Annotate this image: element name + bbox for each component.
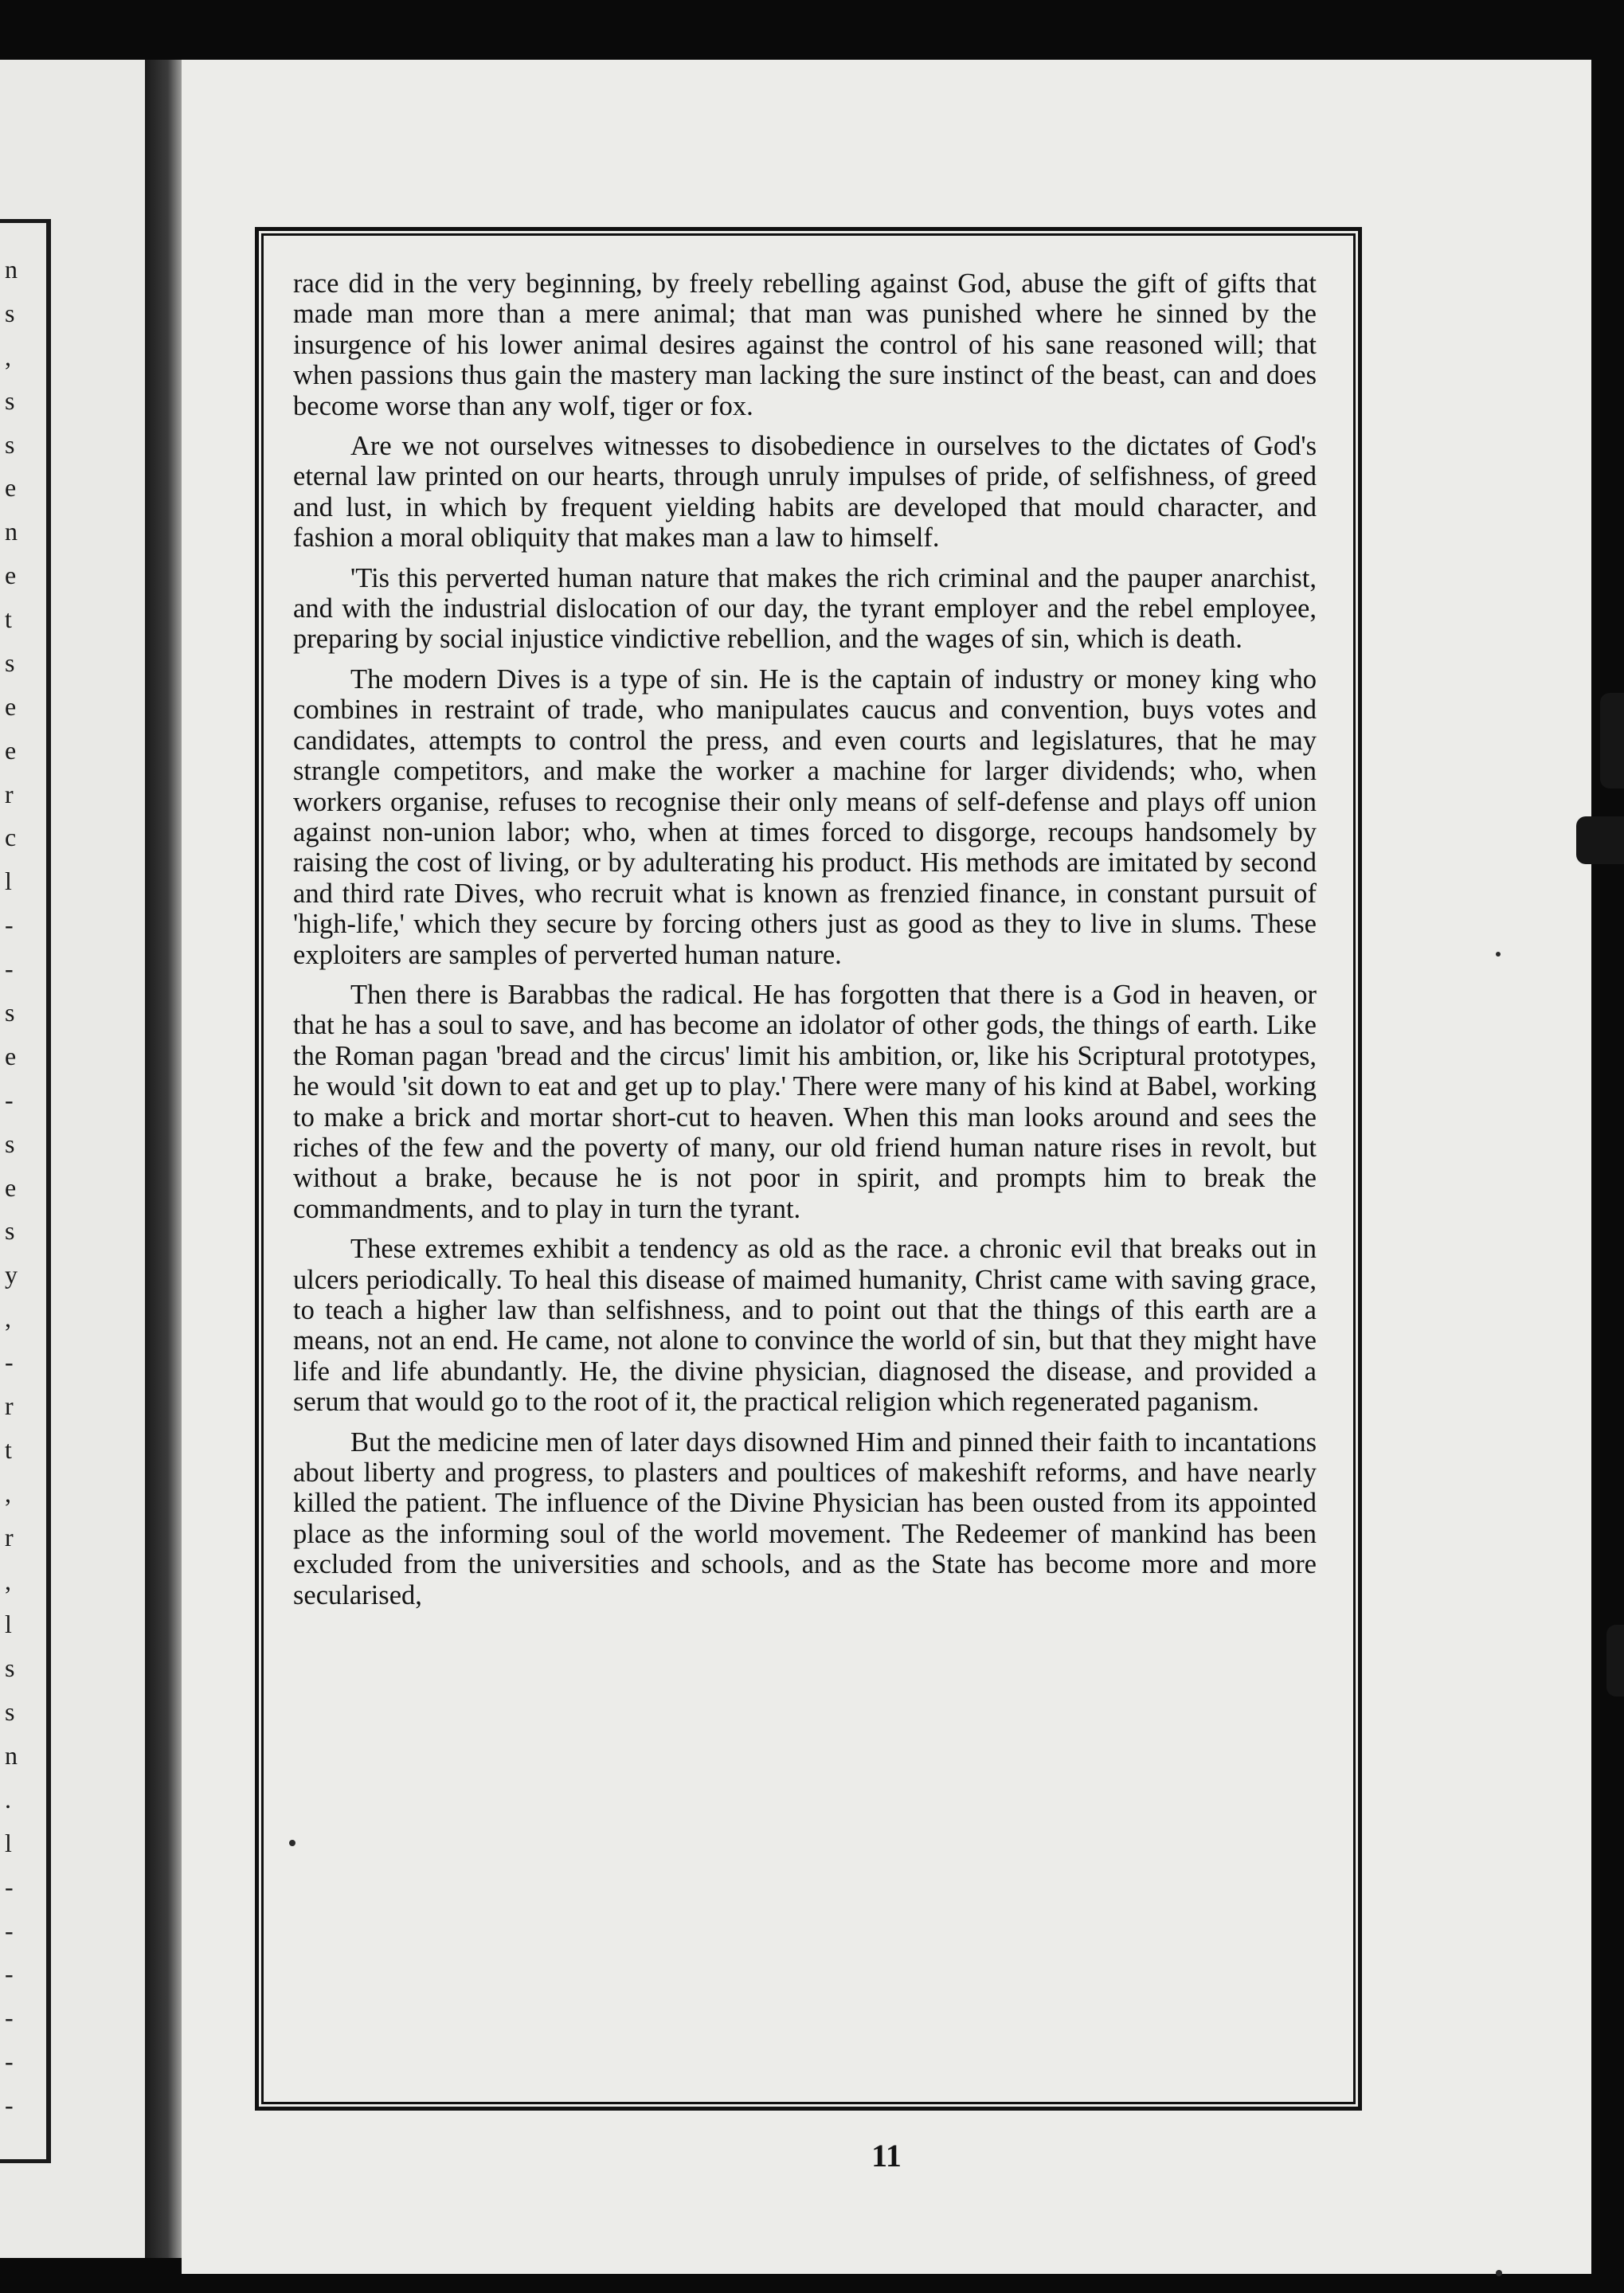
previous-page-letter: -: [5, 954, 14, 983]
previous-page-letter: s: [5, 648, 15, 677]
previous-page-letter: -: [5, 2003, 14, 2032]
previous-page-letter: s: [5, 299, 15, 327]
previous-page-letter: r: [5, 1523, 14, 1551]
previous-page-letter: -: [5, 1916, 14, 1945]
previous-page-letter: ,: [5, 1304, 11, 1332]
previous-page-rule: [0, 219, 51, 223]
previous-page-letter: n: [5, 1741, 18, 1770]
previous-page-letter: n: [5, 517, 18, 546]
scan-edge-smudge: [1576, 816, 1624, 864]
previous-page-letter: t: [5, 605, 12, 633]
previous-page-letter: e: [5, 1042, 17, 1070]
previous-page-edge: [0, 60, 145, 2258]
previous-page-letter: -: [5, 2047, 14, 2076]
previous-page-rule: [46, 219, 51, 2162]
previous-page-letter: l: [5, 867, 12, 895]
previous-page-letter: s: [5, 430, 15, 459]
previous-page-letter: s: [5, 1129, 15, 1158]
paragraph: race did in the very beginning, by freely rebelling against God, abuse the gift of gifts that made man more than a mere animal; that man was punished where he sinned by the insurgence of his lower animal desires against the control of his sane reasoned will; that when passions thus gain the mastery man lacking the sure instinct of the beast, can and does become worse than any wolf, tiger or fox.: [293, 268, 1317, 421]
previous-page-letter: l: [5, 1610, 12, 1638]
page: [182, 60, 1591, 2274]
previous-page-letter: l: [5, 1829, 12, 1857]
previous-page-letter: s: [5, 1697, 15, 1726]
previous-page-letter: -: [5, 1959, 14, 1988]
body-text: [293, 268, 1317, 1620]
previous-page-letter: e: [5, 561, 17, 589]
scan-edge-smudge: [1606, 1625, 1624, 1696]
scan-speck: [289, 1840, 295, 1846]
previous-page-letter: -: [5, 1348, 14, 1376]
book-gutter: [145, 60, 183, 2258]
previous-page-letter: n: [5, 255, 18, 284]
paragraph: The modern Dives is a type of sin. He is the captain of industry or money king who combines in restraint of trade, who manipulates caucus and convention, buys votes and candidates, attempts to control the press, and even courts and legislatures, that he may strangle competitors, and make the worker a machine for larger dividends; who, when workers organise, refuses to recognise their only means of self-defense and plays off union against non-union labor; who, when at times forced to disgorge, recoups handsomely by raising the cost of living, or by adulterating his product. His methods are imitated by second and third rate Dives, who recruit what is known as frenzied finance, in constant pursuit of 'high-life,' which they secure by forcing others just as good as they to live in slums. These exploiters are samples of perverted human nature.: [293, 663, 1317, 970]
previous-page-letter: c: [5, 823, 17, 851]
previous-page-letter: y: [5, 1260, 18, 1289]
previous-page-letter: ,: [5, 1479, 11, 1508]
previous-page-letter: r: [5, 1391, 14, 1420]
previous-page-letter: s: [5, 1216, 15, 1245]
previous-page-letter: e: [5, 1173, 17, 1202]
paragraph: Are we not ourselves witnesses to disobedience in ourselves to the dictates of God's eternal law printed on our hearts, through unruly impulses of pride, of selfishness, of greed and lust, in which by frequent yielding habits are developed that mould character, and fashion a moral obliquity that makes man a law to himself.: [293, 431, 1317, 554]
previous-page-margin-letters: [5, 255, 37, 2135]
scan-speck: [1496, 2270, 1502, 2276]
page-number: 11: [871, 2138, 902, 2174]
previous-page-letter: -: [5, 910, 14, 939]
paragraph: But the medicine men of later days disowned Him and pinned their faith to incantations about liberty and progress, to plasters and poultices of makeshift reforms, and have nearly killed the patient. The influence of the Divine Physician has been ousted from its appointed place as the informing soul of the world movement. The Redeemer of mankind has been excluded from the universities and schools, and as the State has become more and more secularised,: [293, 1426, 1317, 1610]
previous-page-letter: ,: [5, 342, 11, 371]
previous-page-letter: ,: [5, 1567, 11, 1595]
previous-page-letter: e: [5, 736, 17, 765]
scan-edge-smudge: [1600, 693, 1624, 788]
paragraph: These extremes exhibit a tendency as old as the race. a chronic evil that breaks out in ulcers periodically. To heal this disease of maimed humanity, Christ came with saving grace, to teach a higher law than selfishness, and to point out that the things of this earth are a means, not an end. He came, not alone to convince the world of sin, but that they might have life and life abundantly. He, the divine physician, diagnosed the disease, and provided a serum that would go to the root of it, the practical religion which regenerated paganism.: [293, 1234, 1317, 1418]
previous-page-letter: -: [5, 1872, 14, 1901]
previous-page-letter: -: [5, 2091, 14, 2119]
previous-page-letter: t: [5, 1435, 12, 1464]
paragraph: Then there is Barabbas the radical. He has forgotten that there is a God in heaven, or that he has a soul to save, and has become an idolator of other gods, the things of earth. Like the Roman pagan 'bread and the circus' limit his ambition, or, like his Scriptural prototypes, he would 'sit down to eat and get up to play.' There were many of his kind at Babel, working to make a brick and mortar short-cut to heaven. When this man looks around and sees the riches of the few and the poverty of many, our old friend human nature rises in revolt, but without a brake, because he is not poor in spirit, and prompts him to break the commandments, and to play in turn the tyrant.: [293, 979, 1317, 1224]
previous-page-letter: e: [5, 692, 17, 721]
paragraph: 'Tis this perverted human nature that makes the rich criminal and the pauper anarchist, and with the industrial dislocation of our day, the tyrant employer and the rebel employee, preparing by social injustice vindictive rebellion, and the wages of sin, which is death.: [293, 562, 1317, 655]
previous-page-letter: e: [5, 473, 17, 502]
previous-page-letter: -: [5, 1086, 14, 1114]
scan-speck: [1496, 952, 1501, 957]
previous-page-letter: s: [5, 998, 15, 1027]
previous-page-rule: [0, 2159, 51, 2163]
previous-page-letter: s: [5, 386, 15, 415]
previous-page-letter: r: [5, 780, 14, 808]
previous-page-letter: .: [5, 1785, 11, 1814]
previous-page-letter: s: [5, 1653, 15, 1682]
